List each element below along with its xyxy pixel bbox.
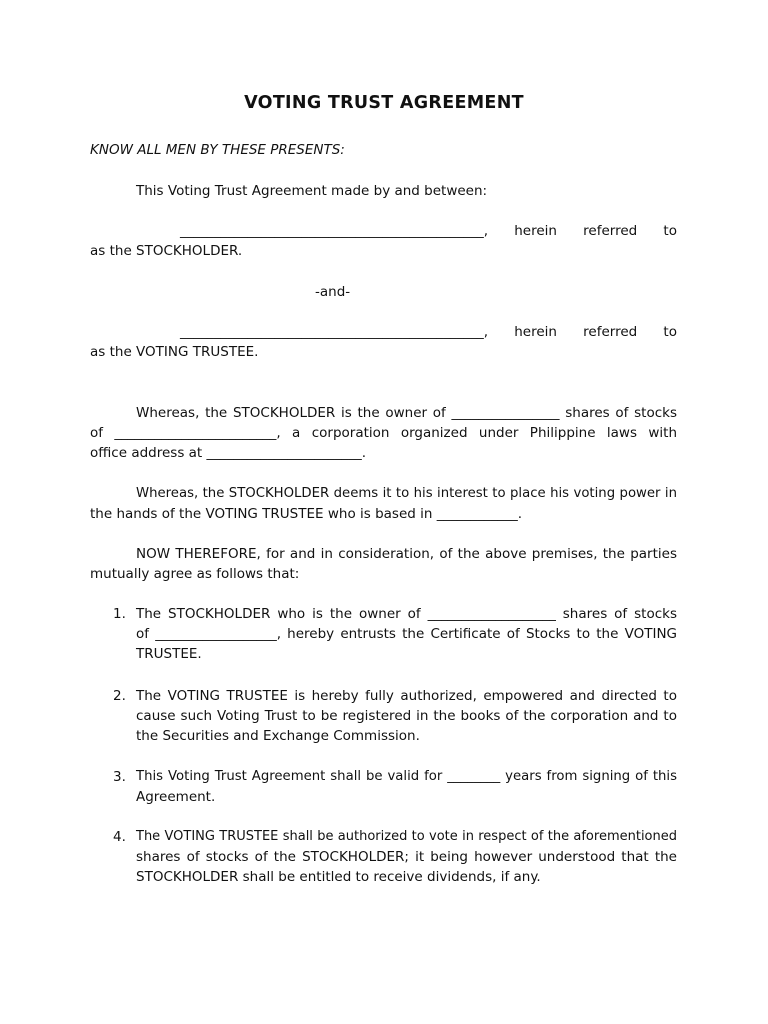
now-therefore-line1: NOW THEREFORE, for and in consideration, of the above premises, the parties xyxy=(136,546,677,562)
clause-number: 4. xyxy=(113,829,126,845)
clause-1-line2: of __________________, hereby entrusts the Certificate of Stocks to the VOTING xyxy=(136,626,677,642)
whereas1-line3: office address at _______________________. xyxy=(90,445,367,461)
clause-1-line3: TRUSTEE. xyxy=(136,646,202,662)
party1-name-line: _____________________________________________, herein referred to xyxy=(180,223,677,239)
clause-3-line1: This Voting Trust Agreement shall be valid for ________ years from signing of this xyxy=(136,769,677,784)
clause-1-line1: The STOCKHOLDER who is the owner of ___________________ shares of stocks xyxy=(136,606,677,622)
party1-role: as the STOCKHOLDER. xyxy=(90,243,243,259)
whereas2-line1: Whereas, the STOCKHOLDER deems it to his interest to place his voting power in xyxy=(136,486,677,501)
clause-4-line3: STOCKHOLDER shall be entitled to receive dividends, if any. xyxy=(136,869,541,885)
now-therefore-line2: mutually agree as follows that: xyxy=(90,566,300,582)
clause-2-line2: cause such Voting Trust to be registered in the books of the corporation and to xyxy=(136,708,677,724)
party2-name-line: _____________________________________________, herein referred to xyxy=(180,324,677,340)
clause-2-line3: the Securities and Exchange Commission. xyxy=(136,728,420,744)
whereas1-line2: of ________________________, a corporation organized under Philippine laws with xyxy=(90,425,677,441)
whereas2-line2: the hands of the VOTING TRUSTEE who is based in ____________. xyxy=(90,506,523,522)
clause-number: 2. xyxy=(113,688,126,704)
clause-number: 1. xyxy=(113,606,126,622)
document-title: VOTING TRUST AGREEMENT xyxy=(244,93,524,113)
and-separator: -and- xyxy=(315,284,351,300)
salutation: KNOW ALL MEN BY THESE PRESENTS: xyxy=(90,142,345,158)
clause-4-line1: The VOTING TRUSTEE shall be authorized to vote in respect of the aforementioned xyxy=(136,829,677,844)
clause-2-line1: The VOTING TRUSTEE is hereby fully authorized, empowered and directed to xyxy=(136,688,677,704)
whereas1-line1: Whereas, the STOCKHOLDER is the owner of ________________ shares of stocks xyxy=(136,405,677,421)
clause-number: 3. xyxy=(113,769,126,785)
party2-role: as the VOTING TRUSTEE. xyxy=(90,344,259,360)
clause-3-line2: Agreement. xyxy=(136,789,216,805)
intro-text: This Voting Trust Agreement made by and between: xyxy=(136,183,488,199)
clause-4-line2: shares of stocks of the STOCKHOLDER; it being however understood that the xyxy=(136,849,677,865)
